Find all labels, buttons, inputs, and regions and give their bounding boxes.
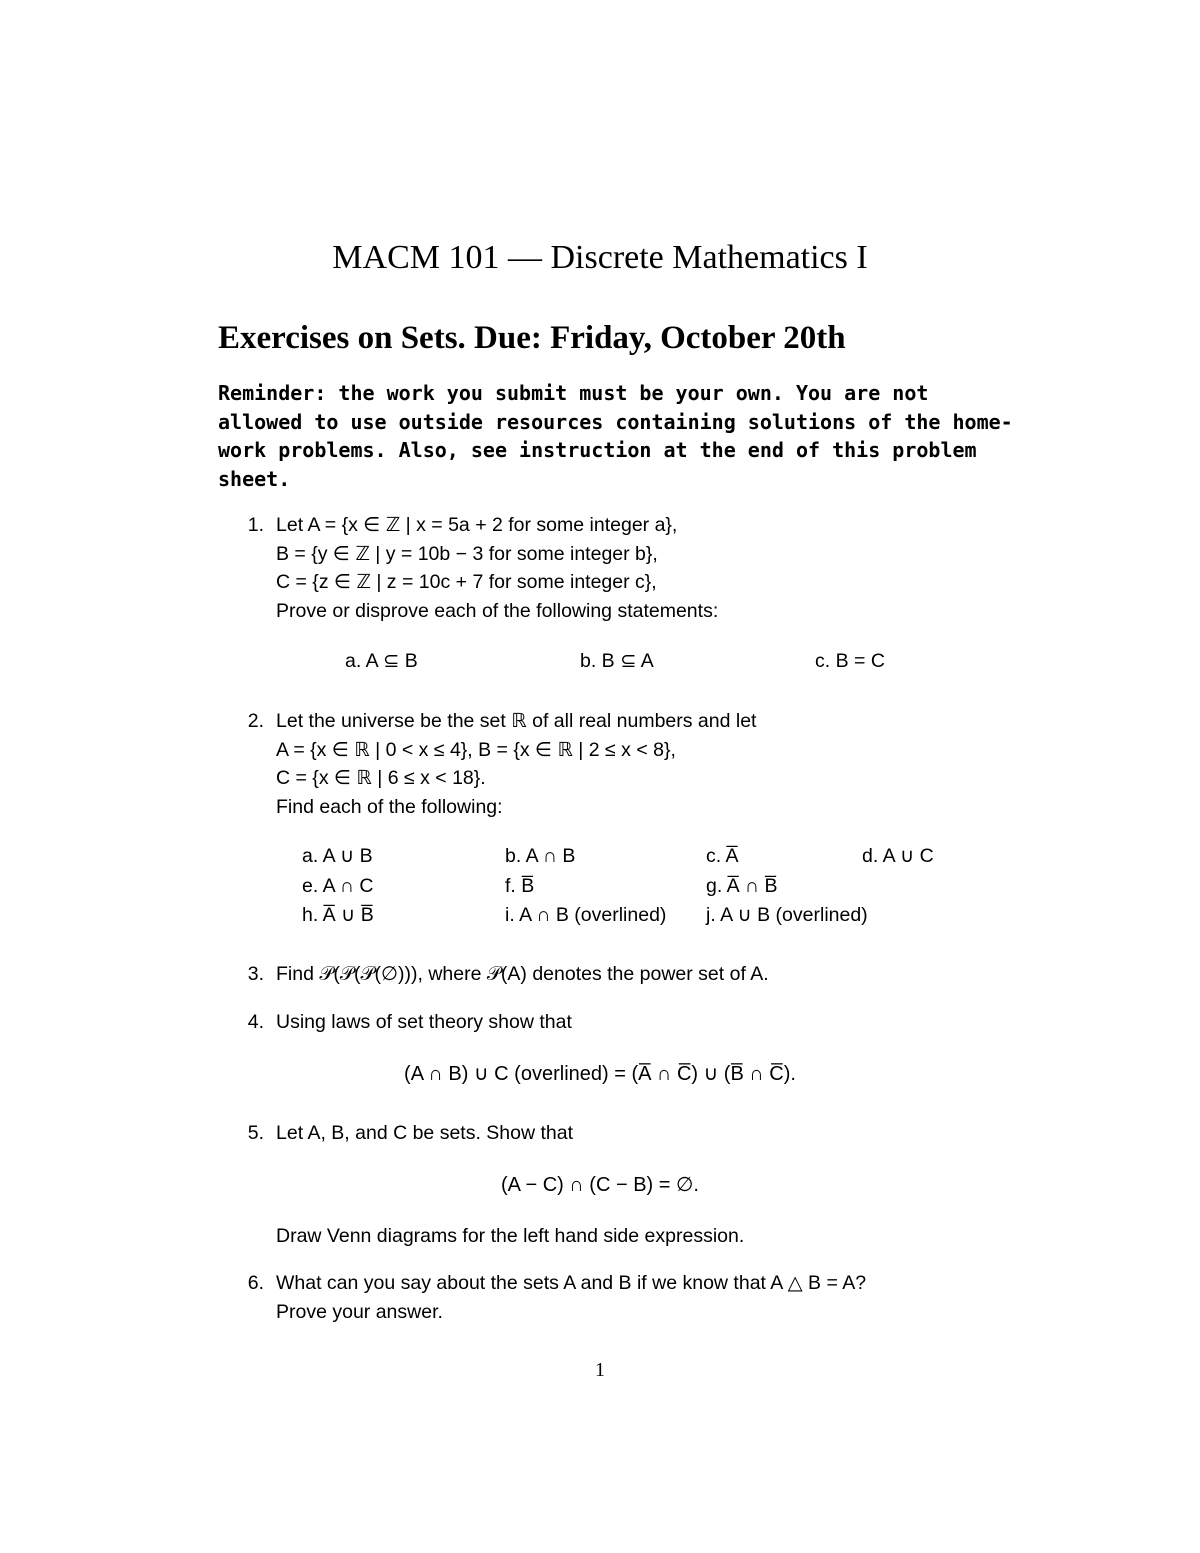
problem-number: 4. (247, 1011, 264, 1033)
problem-line: Let the universe be the set ℝ of all real numbers and let (276, 710, 757, 732)
subitem: f. B̅ (505, 875, 535, 897)
reminder-line: sheet. (218, 466, 291, 491)
subitem: e. A ∩ C (302, 875, 374, 897)
problem-line: Prove your answer. (276, 1300, 443, 1323)
subitem: b. A ∩ B (505, 845, 576, 867)
reminder-line: work problems. Also, see instruction at the end of this problem (218, 438, 977, 462)
problem-line: Find each of the following: (276, 795, 503, 818)
problem-line: C = {x ∈ ℝ | 6 ≤ x < 18}. (276, 767, 486, 789)
section-heading: Exercises on Sets. Due: Friday, October 20th (218, 320, 846, 356)
subitem: c. B = C (815, 650, 885, 672)
subitem: c. A̅ (706, 845, 739, 867)
problem-text (276, 511, 996, 625)
problem-number: 6. (247, 1272, 264, 1294)
problem-line: What can you say about the sets A and B if we know that A △ B = A? (276, 1272, 867, 1294)
problem-text (276, 960, 996, 989)
equation: (A − C) ∩ (C − B) = ∅. (501, 1174, 699, 1196)
reminder-paragraph (218, 379, 1013, 493)
problem-number: 3. (247, 963, 264, 985)
reminder-line: Reminder: the work you submit must be your own. You are not (218, 381, 929, 405)
problem-text (276, 1269, 996, 1326)
problem-line: B = {y ∈ ℤ | y = 10b − 3 for some integer b}, (276, 542, 658, 565)
subitem: a. A ∪ B (302, 845, 373, 867)
equation: (A ∩ B) ∪ C (overlined) = (A̅ ∩ C̅) ∪ (B̅ ∩ C̅). (404, 1063, 796, 1085)
problem-line: Using laws of set theory show that (276, 1011, 572, 1033)
course-title: MACM 101 — Discrete Mathematics I (332, 239, 868, 276)
problem-line: C = {z ∈ ℤ | z = 10c + 7 for some integer c}, (276, 571, 657, 593)
problem-line: Prove or disprove each of the following statements: (276, 599, 719, 622)
problem-number: 5. (247, 1122, 264, 1144)
subitem: i. A ∩ B (overlined) (505, 904, 667, 926)
problem-text-after (276, 1222, 996, 1251)
subitem: j. A ∪ B (overlined) (706, 904, 868, 926)
problem-text (276, 1008, 996, 1037)
subitem: d. A ∪ C (862, 845, 934, 867)
subitem: h. A̅ ∪ B̅ (302, 904, 374, 926)
subitem: g. A̅ ∩ B̅ (706, 875, 778, 897)
problem-line: Let A = {x ∈ ℤ | x = 5a + 2 for some integer a}, (276, 514, 678, 536)
problem-line: Draw Venn diagrams for the left hand side expression. (276, 1225, 745, 1247)
subitem: b. B ⊆ A (580, 650, 654, 672)
subitem: a. A ⊆ B (345, 650, 418, 672)
problem-text (276, 707, 996, 821)
problem-number: 2. (247, 710, 264, 732)
problem-text (276, 1119, 996, 1148)
problem-line: Let A, B, and C be sets. Show that (276, 1122, 574, 1144)
page-number: 1 (595, 1359, 605, 1381)
problem-number: 1. (247, 514, 264, 536)
problem-line: Find 𝒫(𝒫(𝒫(∅))), where 𝒫(A) denotes the power set of A. (276, 963, 769, 985)
problem-line: A = {x ∈ ℝ | 0 < x ≤ 4}, B = {x ∈ ℝ | 2 ≤ x < 8}, (276, 738, 676, 761)
reminder-line: allowed to use outside resources containing solutions of the home- (218, 409, 1013, 434)
